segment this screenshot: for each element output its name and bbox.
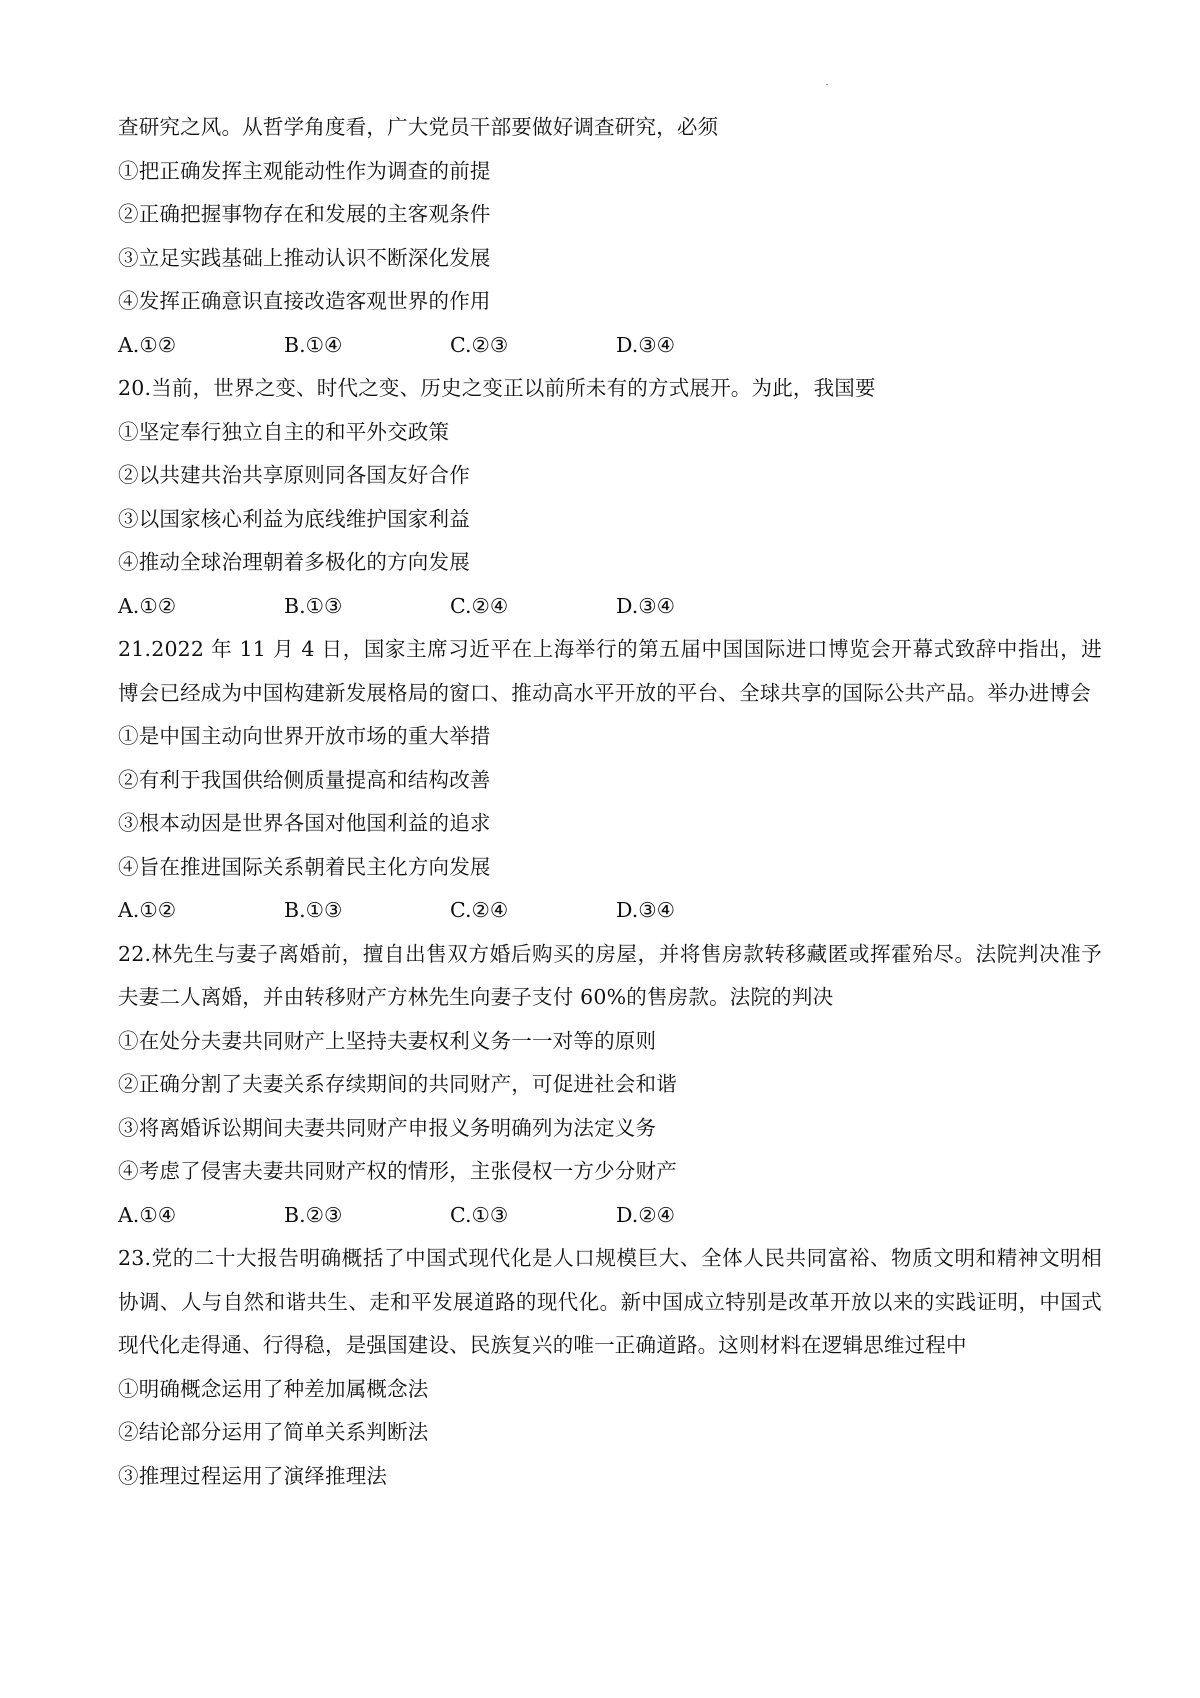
q19-option-a: A.①② bbox=[118, 332, 177, 357]
q22-option-a: A.①④ bbox=[118, 1202, 177, 1227]
q22-item-2: ②正确分割了夫妻关系存续期间的共同财产，可促进社会和谐 bbox=[118, 1072, 677, 1096]
q22-stem: 22.林先生与妻子离婚前，擅自出售双方婚后购买的房屋，并将售房款转移藏匿或挥霍殆尽。法院判决准予夫妻二人离婚，并由转移财产方林先生向妻子支付 60%的售房款。法院的判决 bbox=[118, 941, 1102, 1009]
q19-item-3: ③立足实践基础上推动认识不断深化发展 bbox=[118, 245, 491, 270]
q20-item-1: ①坚定奉行独立自主的和平外交政策 bbox=[118, 419, 450, 444]
q19-item-2: ②正确把握事物存在和发展的主客观条件 bbox=[118, 202, 491, 226]
q19-item-4: ④发挥正确意识直接改造客观世界的作用 bbox=[118, 289, 491, 313]
q19-stem-tail: 查研究之风。从哲学角度看，广大党员干部要做好调查研究，必须 bbox=[118, 115, 719, 139]
q23-item-1: ①明确概念运用了种差加属概念法 bbox=[118, 1376, 429, 1401]
q19-item-1: ①把正确发挥主观能动性作为调查的前提 bbox=[118, 158, 491, 183]
q19-option-c: C.②③ bbox=[450, 332, 509, 357]
q21-options bbox=[118, 889, 1102, 933]
q20-stem: 20.当前，世界之变、时代之变、历史之变正以前所未有的方式展开。为此，我国要 bbox=[118, 376, 876, 400]
q20-option-d: D.③④ bbox=[616, 593, 675, 618]
q23-item-3: ③推理过程运用了演绎推理法 bbox=[118, 1463, 388, 1488]
q21-stem: 21.2022 年 11 月 4 日，国家主席习近平在上海举行的第五届中国国际进口博览会开幕式致辞中指出，进博会已经成为中国构建新发展格局的窗口、推动高水平开放的平台、全球共享的国际公共产品。举办进博会 bbox=[118, 637, 1102, 705]
q19-option-b: B.①④ bbox=[284, 332, 343, 357]
q21-option-a: A.①② bbox=[118, 898, 177, 922]
q23-item-2: ②结论部分运用了简单关系判断法 bbox=[118, 1420, 429, 1444]
q20-item-2: ②以共建共治共享原则同各国友好合作 bbox=[118, 463, 470, 487]
q22-option-b: B.②③ bbox=[284, 1202, 343, 1227]
q22-options bbox=[118, 1194, 1102, 1238]
q20-options bbox=[118, 585, 1102, 629]
q21-option-c: C.②④ bbox=[450, 898, 509, 922]
q20-option-b: B.①③ bbox=[284, 593, 343, 618]
q20-item-4: ④推动全球治理朝着多极化的方向发展 bbox=[118, 550, 470, 574]
q21-item-2: ②有利于我国供给侧质量提高和结构改善 bbox=[118, 767, 491, 792]
q20-item-3: ③以国家核心利益为底线维护国家利益 bbox=[118, 506, 470, 531]
q22-item-4: ④考虑了侵害夫妻共同财产权的情形，主张侵权一方少分财产 bbox=[118, 1159, 677, 1183]
q20-option-a: A.①② bbox=[118, 593, 177, 618]
q21-option-b: B.①③ bbox=[284, 898, 343, 922]
q19-option-d: D.③④ bbox=[616, 332, 675, 357]
q22-item-1: ①在处分夫妻共同财产上坚持夫妻权利义务一一对等的原则 bbox=[118, 1028, 657, 1053]
q23-stem: 23.党的二十大报告明确概括了中国式现代化是人口规模巨大、全体人民共同富裕、物质文明和精神文明相协调、人与自然和谐共生、走和平发展道路的现代化。新中国成立特别是改革开放以来的实践证明，中国式现代化走得通、行得稳，是强国建设、民族复兴的唯一正确道路。这则材料在逻辑思维过程中 bbox=[118, 1246, 1102, 1357]
q19-options bbox=[118, 324, 1102, 368]
q22-item-3: ③将离婚诉讼期间夫妻共同财产申报义务明确列为法定义务 bbox=[118, 1115, 657, 1140]
q22-option-d: D.②④ bbox=[616, 1202, 675, 1227]
q20-option-c: C.②④ bbox=[450, 593, 509, 618]
q21-option-d: D.③④ bbox=[616, 898, 675, 922]
question-content bbox=[118, 106, 1102, 1498]
q21-item-3: ③根本动因是世界各国对他国利益的追求 bbox=[118, 811, 491, 835]
q22-option-c: C.①③ bbox=[450, 1202, 509, 1227]
scan-speck bbox=[826, 84, 828, 85]
q21-item-1: ①是中国主动向世界开放市场的重大举措 bbox=[118, 724, 491, 748]
q21-item-4: ④旨在推进国际关系朝着民主化方向发展 bbox=[118, 854, 491, 879]
